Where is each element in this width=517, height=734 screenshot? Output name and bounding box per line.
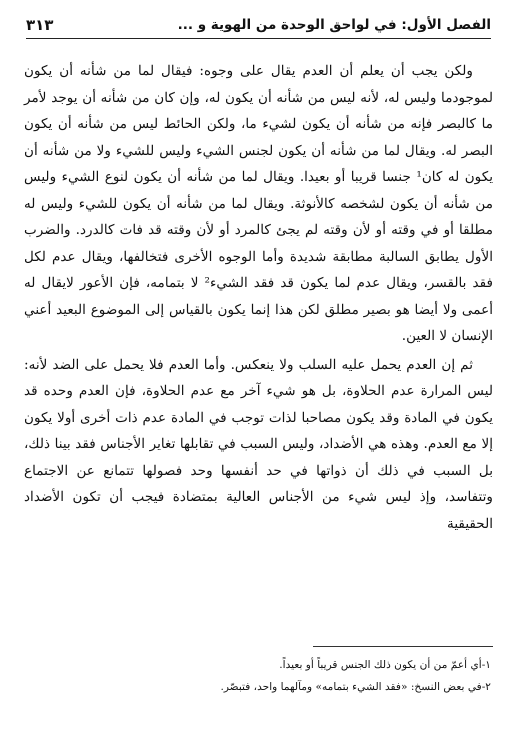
paragraph-1: ولكن يجب أن يعلم أن العدم يقال على وجوه: فيقال لما من شأنه أن يكون لموجودما وليس له، لأنه ليس من شأنه أن يكون له، وإن كان من شأنه أن يوجد لأمر ما كالبصر فإنه من شأنه أن يكون لشيء ما، ولكن الحائط ليس من شأنه أن يكون البصر له. ويقال لما من شأنه أن يكون لجنس الشيء وليس للشيء ولا من شأنه أن يكون له كان¹ جنسا قريبا أو بعيدا. ويقال لما من شأنه أن يكون لنوع الشيء وليس من شأنه أن يكون لشخصه كالأنوثة. ويقال لما من شأنه أن يكون للشيء وليس له مطلقا أو في وقته أو لأن وقته لم يجئ كالمرد أو لأن وقته قد فات كالدرد. والضرب الأول يطابق السالبة مطابقة شديدة وأما الوجوه الأخرى فتخالفها، ويقال عدم لكل فقد بالقسر، ويقال عدم لما يكون قد فقد الشيء² لا بتمامه، فإن الأعور لايقال له أعمى ولا أيضا هو بصير مطلق لكن هذا إنما يكون بالقياس إلى الموضوع البعيد أعني الإنسان لا العين. <box>24 63 494 344</box>
footnote-2: ٢-في بعض النسخ: «فقد الشيء بتمامه» ومآلهما واحد، فتبصّر. <box>220 681 491 693</box>
paragraph-2: ثم إن العدم يحمل عليه السلب ولا ينعكس. وأما العدم فلا يحمل على الضد لأنه: ليس المرارة عدم الحلاوة، بل هو شيء آخر مع عدم الحلاوة، فإن العدم وحده قد يكون في المادة وقد يكون مصاحبا لذات توجب في المادة عدم ذات أخرى أولا يكون إلا مع العدم. وهذه هي الأضداد، وليس السبب في تقابلها تغاير الأجناس فقد بينا ذلك، بل السبب في ذلك أن ذواتها في حد أنفسها وحد فصولها تتمانع عن الاجتماع وتتفاسد، وإذ ليس شيء من الأجناس العالية بمتضادة فيجب أن تكون الأضداد الحقيقية <box>24 356 493 532</box>
running-title: الفصل الأول: في لواحق الوحدة من الهوية و ... <box>177 17 491 33</box>
footnote-separator <box>313 646 493 647</box>
body-text <box>24 58 493 537</box>
page-number: ٣١٣ <box>26 16 54 34</box>
page-header <box>26 12 491 39</box>
footnote-1: ١-أي أعمّ من أن يكون ذلك الجنس قريباً أو بعيداً. <box>279 659 491 671</box>
footnotes <box>26 654 491 698</box>
